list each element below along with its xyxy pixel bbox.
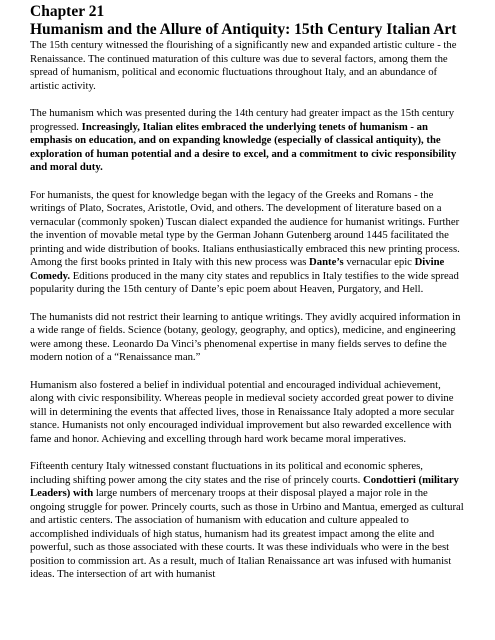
paragraph-text: vernacular epic [343,256,415,268]
paragraph-intro: The 15th century witnessed the flourishing of a significantly new and expanded artistic culture - the Renaissance. The continued maturation of this culture was due to several factors, among them the spread of humanism, political and economic fluctuations throughout Italy, and an abundance of artistic activity. [30,39,457,92]
paragraph-text: large numbers of mercenary troops at their disposal played a major role in the ongoing struggle for power. Princely courts, such as those in Urbino and Mantua, emerged as cultural and artistic centers. The association of humanism with education and culture appealed to accomplished individuals of high status, humanism had its greatest impact among the elite and powerful, such as those associated with these courts. It was these individuals who were in the best position to commission art. As a result, much of Italian Renaissance art was infused with humanist ideas. The intersection of art with humanist [30,487,464,580]
paragraph-learning: The humanists did not restrict their learning to antique writings. They avidly acquired information in a wide range of fields. Science (botany, geology, geography, and optics), medicine, and engineering were among these. Leonardo Da Vinci’s phenomenal expertise in many fields serves to define the modern notion of a “Renaissance man.” [30,310,461,363]
paragraph-individual-potential: Humanism also fostered a belief in individual potential and encouraged individual achievement, along with civic responsibility. Whereas people in medieval society accorded great power to divine will in determining the events that affected lives, those in Renaissance Italy adopted a more secular stance. Humanists not only encouraged individual improvement but also rewarded excellence with fame and honor. Achieving and excelling through hard work became moral imperatives. [30,378,455,445]
paragraph-knowledge [30,189,465,297]
paragraph-text: Editions produced in the many city states and republics in Italy testifies to the wide spread popularity during the 15th century of Dante’s epic poem about Heaven, Purgatory, and Hell. [30,269,459,295]
bold-text: Dante’s [309,256,344,268]
chapter-heading: Chapter 21 [30,3,105,20]
bold-text: Condottieri (military Leaders) with [30,473,459,499]
paragraph-humanism [30,107,465,175]
page-title: Humanism and the Allure of Antiquity: 15th Century Italian Art [30,21,457,38]
paragraph-politics [30,460,465,582]
paragraph-text: Fifteenth century Italy witnessed constant fluctuations in its political and economic spheres, including shifting power among the city states and the rise of princely courts. [30,460,423,486]
paragraph-text: For humanists, the quest for knowledge began with the legacy of the Greeks and Romans - the writings of Plato, Socrates, Aristotle, Ovid, and others. The development of literature based on a vernacular (commonly spoken) Tuscan dialect expanded the audience for humanist writings. Further the invention of movable metal type by the German Johann Gutenberg around 1445 facilitated the printing and wide distribution of books. Italians enthusiastically embraced this new printing process. Among the first books printed in Italy with this new process was [30,188,460,268]
bold-text: Increasingly, Italian elites embraced the underlying tenets of humanism - an emphasis on education, and on expanding knowledge (especially of classical antiquity), the exploration of human potential and a desire to excel, and a commitment to civic responsibility and moral duty. [30,120,457,173]
paragraph-text: The humanism which was presented during the 14th century had greater impact as the 15th century progressed. [30,107,455,133]
bold-text: Divine Comedy. [30,256,445,282]
